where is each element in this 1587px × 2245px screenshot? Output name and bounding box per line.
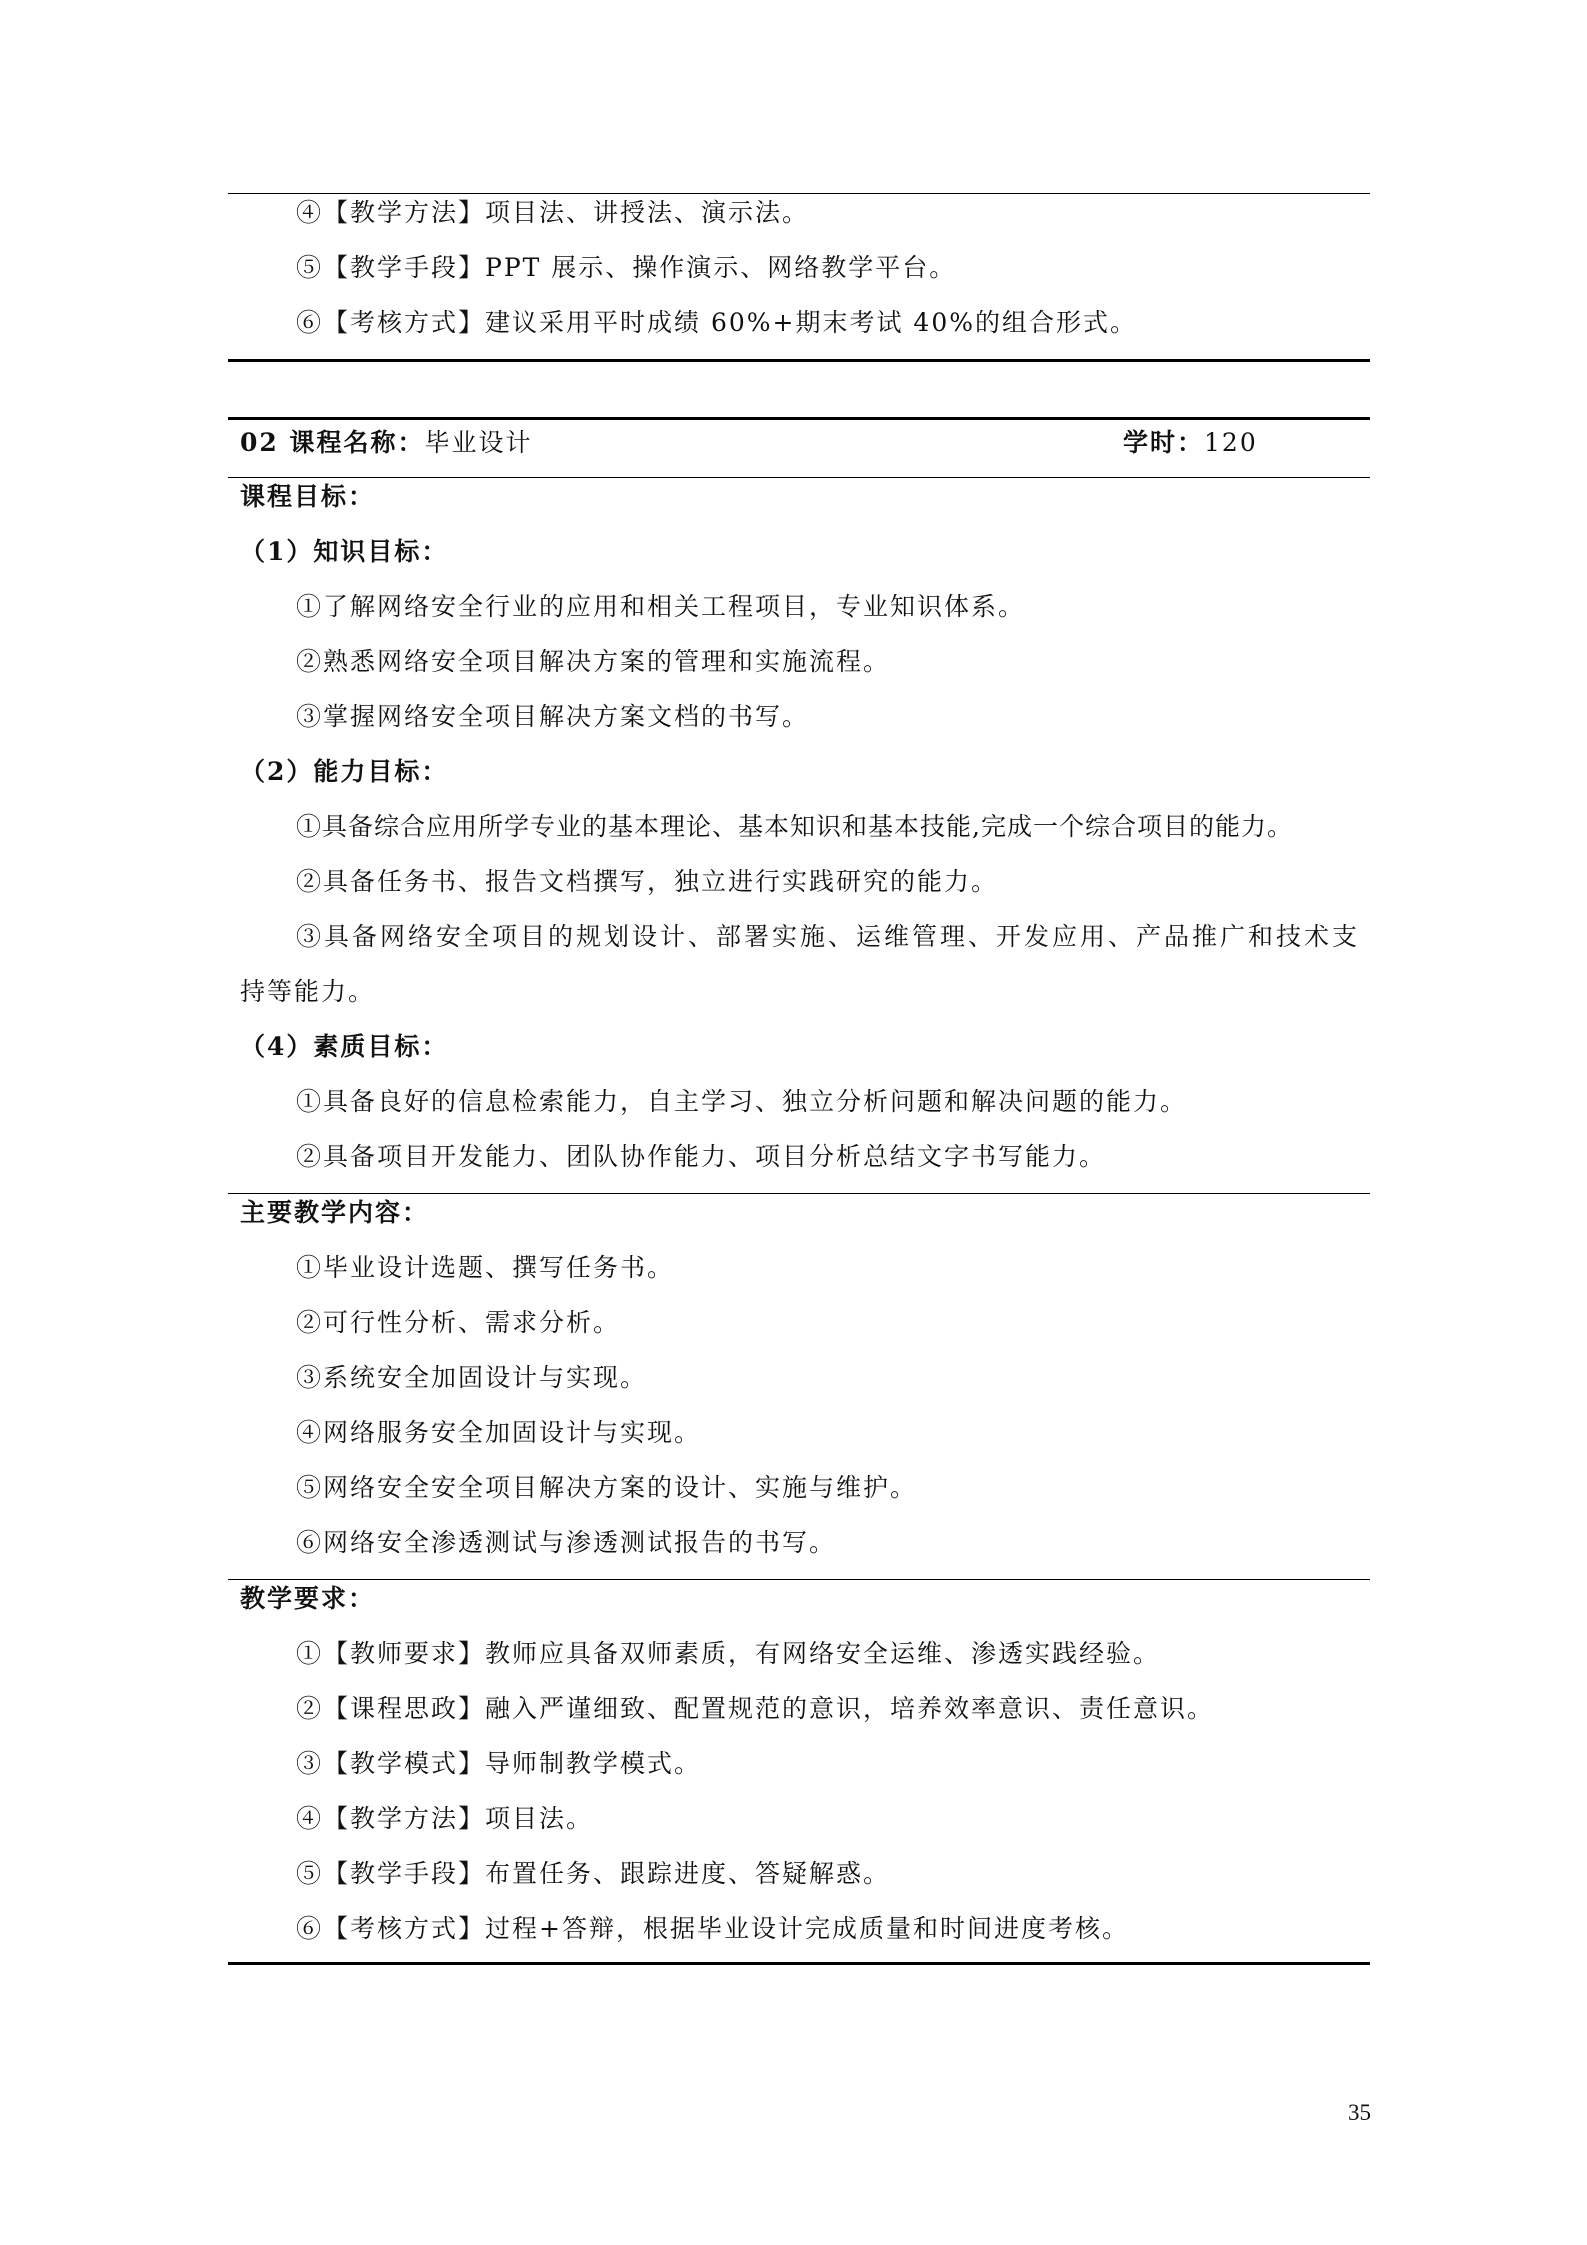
quality-title: （4）素质目标： xyxy=(240,1032,449,1061)
requirement-item-4: ④【教学方法】项目法。 xyxy=(296,1804,594,1833)
course-name-value: 毕业设计 xyxy=(424,428,533,457)
top-section xyxy=(228,0,1370,370)
requirement-item-5: ⑤【教学手段】布置任务、跟踪进度、答疑解惑。 xyxy=(296,1859,891,1888)
content-item-3: ③系统安全加固设计与实现。 xyxy=(296,1363,648,1392)
course-table xyxy=(228,410,1370,1970)
requirement-item-1: ①【教师要求】教师应具备双师素质，有网络安全运维、渗透实践经验。 xyxy=(296,1639,1161,1668)
ability-item-3-cont: 持等能力。 xyxy=(240,977,376,1006)
requirement-item-6: ⑥【考核方式】过程+答辩，根据毕业设计完成质量和时间进度考核。 xyxy=(296,1914,1129,1943)
requirements-title: 教学要求： xyxy=(240,1584,376,1613)
ability-title: （2）能力目标： xyxy=(240,757,449,786)
content-item-4: ④网络服务安全加固设计与实现。 xyxy=(296,1418,702,1447)
requirements-rule xyxy=(228,1579,1370,1580)
top-section-end-rule xyxy=(228,359,1370,362)
requirement-item-3: ③【教学模式】导师制教学模式。 xyxy=(296,1749,702,1778)
ability-item-2: ②具备任务书、报告文档撰写，独立进行实践研究的能力。 xyxy=(296,867,999,896)
content-rule xyxy=(228,1193,1370,1194)
header-rule xyxy=(228,477,1370,478)
course-top-rule xyxy=(228,417,1370,420)
course-name-label: 02 课程名称： xyxy=(240,428,425,457)
course-hours-label: 学时： xyxy=(1123,428,1205,457)
content-item-1: ①毕业设计选题、撰写任务书。 xyxy=(296,1253,675,1282)
knowledge-item-2: ②熟悉网络安全项目解决方案的管理和实施流程。 xyxy=(296,647,891,676)
top-line-2: ⑤【教学手段】PPT 展示、操作演示、网络教学平台。 xyxy=(296,253,957,282)
top-rule xyxy=(228,193,1370,194)
ability-item-1: ①具备综合应用所学专业的基本理论、基本知识和基本技能,完成一个综合项目的能力。 xyxy=(296,812,1293,841)
content-title: 主要教学内容： xyxy=(240,1198,430,1227)
knowledge-title: （1）知识目标： xyxy=(240,537,449,566)
requirement-item-2: ②【课程思政】融入严谨细致、配置规范的意识，培养效率意识、责任意识。 xyxy=(296,1694,1215,1723)
knowledge-item-3: ③掌握网络安全项目解决方案文档的书写。 xyxy=(296,702,810,731)
content-item-6: ⑥网络安全渗透测试与渗透测试报告的书写。 xyxy=(296,1528,837,1557)
quality-item-2: ②具备项目开发能力、团队协作能力、项目分析总结文字书写能力。 xyxy=(296,1142,1107,1171)
top-line-1: ④【教学方法】项目法、讲授法、演示法。 xyxy=(296,198,810,227)
quality-item-1: ①具备良好的信息检索能力，自主学习、独立分析问题和解决问题的能力。 xyxy=(296,1087,1188,1116)
knowledge-item-1: ①了解网络安全行业的应用和相关工程项目，专业知识体系。 xyxy=(296,592,1026,621)
course-name-row xyxy=(240,427,533,459)
course-hours xyxy=(1123,427,1258,459)
content-item-2: ②可行性分析、需求分析。 xyxy=(296,1308,621,1337)
goals-title: 课程目标： xyxy=(240,482,376,511)
top-line-3: ⑥【考核方式】建议采用平时成绩 60%+期末考试 40%的组合形式。 xyxy=(296,308,1137,337)
course-hours-value: 120 xyxy=(1204,428,1258,457)
page-number: 35 xyxy=(1348,2100,1371,2125)
ability-item-3: ③具备网络安全项目的规划设计、部署实施、运维管理、开发应用、产品推广和技术支 xyxy=(296,922,1361,951)
content-item-5: ⑤网络安全安全项目解决方案的设计、实施与维护。 xyxy=(296,1473,918,1502)
course-bottom-rule xyxy=(228,1962,1370,1965)
